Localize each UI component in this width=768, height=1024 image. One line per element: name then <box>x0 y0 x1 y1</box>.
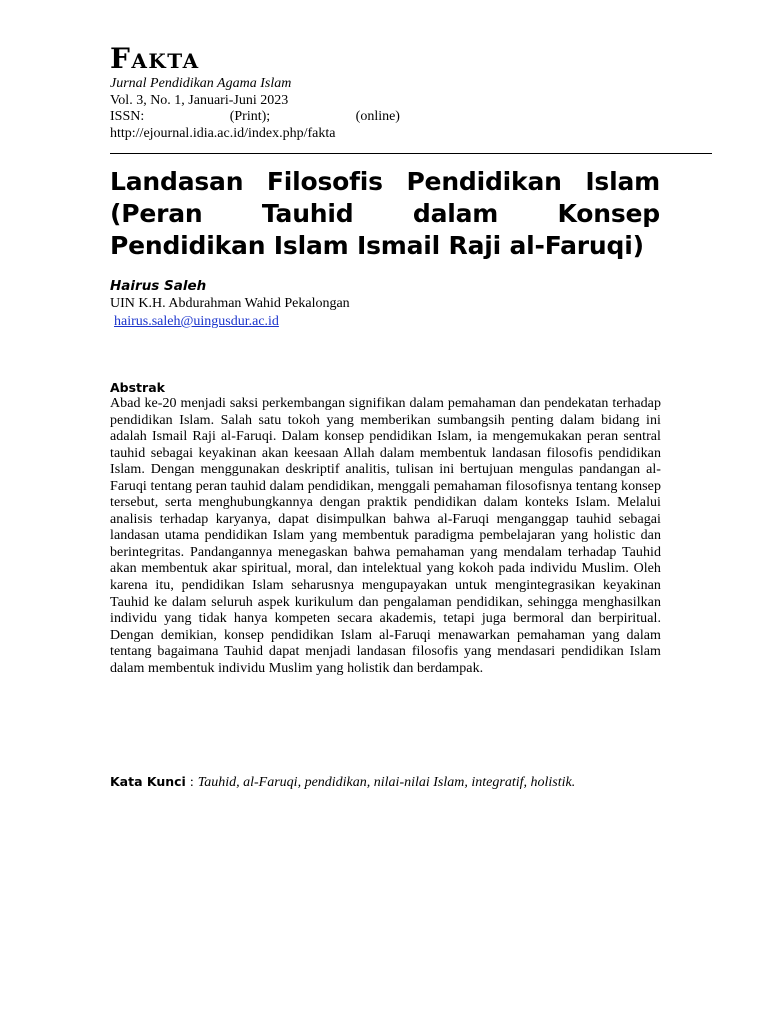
keywords-separator: : <box>189 775 194 790</box>
journal-name: Fakta <box>110 42 200 75</box>
author-name: Hairus Saleh <box>110 278 207 294</box>
journal-url: http://ejournal.idia.ac.id/index.php/fakta <box>110 125 336 141</box>
author-block <box>110 278 670 331</box>
abstract-body: Abad ke-20 menjadi saksi perkembangan signifikan dalam pemahaman dan pendekatan terhadap pendidikan Islam. Salah satu tokoh yang memberikan sumbangsih penting dalam bidang ini adalah Ismail Raji al-Faruqi. Dalam konsep pendidikan Islam, ia mengemukakan peran sentral tauhid sebagai keyakinan akan keesaan Allah dalam membentuk landasan filosofis pendidikan Islam. Dengan menggunakan deskriptif analitis, tulisan ini bertujuan mengulas pandangan al-Faruqi tentang peran tauhid dalam pendidikan, menggali pemahaman filosofisnya tentang konsep tersebut, serta menghubungkannya dengan praktik pendidikan dalam konteks Islam. Melalui analisis terhadap karyanya, dapat disimpulkan bahwa al-Faruqi menganggap tauhid sebagai landasan utama pendidikan Islam yang membentuk paradigma pembelajaran yang holistic dan berintegritas. Pandangannya menegaskan bahwa pemahaman yang mendalam terhadap Tauhid akan membentuk akar spiritual, moral, dan intelektual yang kokoh pada individu Muslim. Oleh karena itu, pendidikan Islam seharusnya mengupayakan untuk mengintegrasikan keyakinan Tauhid ke dalam seluruh aspek kurikulum dan pengalaman pendidikan, sehingga menghasilkan individu yang tidak hanya kompeten secara akademis, tetapi juga bermoral dan berpiritual. Dengan demikian, konsep pendidikan Islam al-Faruqi menawarkan pemahaman yang dalam tentang bagaimana Tauhid dapat menjadi landasan filosofis yang mendasari pendidikan Islam dalam membentuk individu Muslim yang holistik dan berdampak. <box>110 396 661 676</box>
journal-volume: Vol. 3, No. 1, Januari-Juni 2023 <box>110 92 289 108</box>
keywords-list: Tauhid, al-Faruqi, pendidikan, nilai-nilai Islam, integratif, holistik. <box>197 775 576 790</box>
header-divider <box>110 153 712 154</box>
issn-label: ISSN: <box>110 109 145 124</box>
author-affiliation: UIN K.H. Abdurahman Wahid Pekalongan <box>110 296 350 311</box>
journal-issn <box>110 109 400 126</box>
keywords <box>110 773 615 791</box>
journal-subtitle: Jurnal Pendidikan Agama Islam <box>110 76 292 91</box>
issn-online: (online) <box>355 109 400 124</box>
journal-masthead <box>110 42 710 142</box>
author-email-link[interactable]: hairus.saleh@uingusdur.ac.id <box>114 314 279 329</box>
keywords-label: Kata Kunci <box>110 774 186 789</box>
issn-print: (Print); <box>229 109 271 124</box>
abstract-heading: Abstrak <box>110 380 165 395</box>
abstract-section <box>110 380 661 677</box>
article-title: Landasan Filosofis Pendidikan Islam (Peran Tauhid dalam Konsep Pendidikan Islam Ismail Raji al-Faruqi) <box>110 167 660 260</box>
